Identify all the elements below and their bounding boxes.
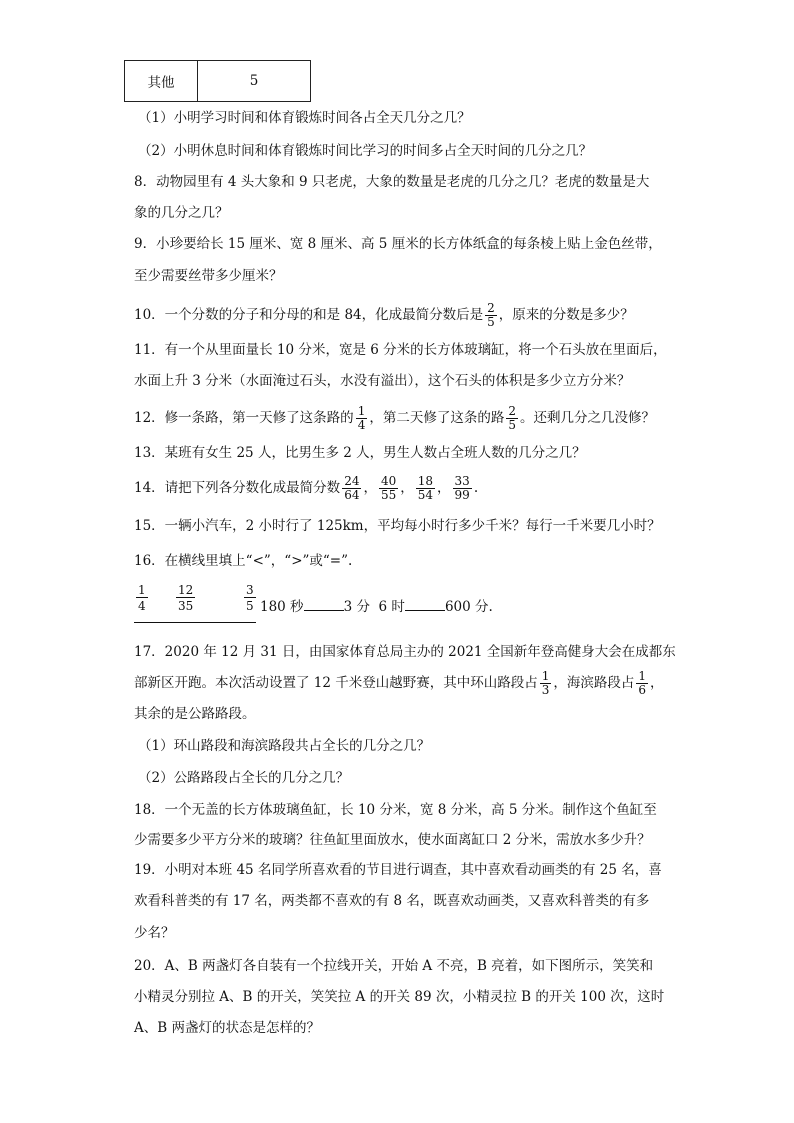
- q16-title: 16．在横线里填上“<”，“>”或“=”.: [134, 553, 353, 569]
- denominator: 3: [541, 683, 550, 697]
- q12-pre: 12．修一条路，第一天修了这条路的: [134, 410, 354, 426]
- numerator: 1: [357, 404, 366, 418]
- numerator: 18: [417, 474, 434, 488]
- time-3min: 3 分: [343, 599, 370, 615]
- denominator: 64: [344, 488, 360, 502]
- q17-sub1: （1）环山路段和海滨路段共占全长的几分之几？: [138, 738, 431, 754]
- q10-pre: 10．一个分数的分子和分母的和是 84，化成最简分数后是: [134, 307, 484, 323]
- numerator: 2: [508, 404, 516, 418]
- denominator: 54: [417, 488, 434, 502]
- separator: ，: [437, 480, 451, 496]
- q19-line1: 19．小明对本班 45 名同学所喜欢看的节目进行调查，其中喜欢看动画类的有 25 名，喜: [134, 862, 662, 878]
- fraction: [636, 670, 648, 697]
- fraction: [453, 475, 472, 502]
- numerator: 24: [344, 474, 360, 488]
- q14-end: .: [473, 480, 479, 496]
- numerator: 3: [246, 583, 254, 597]
- q17-line2-mid: ，海滨路段占: [553, 675, 635, 691]
- numerator: 40: [380, 474, 397, 488]
- answer-blank: [405, 596, 445, 611]
- numerator: 1: [541, 669, 550, 683]
- q8-line2: 象的几分之几？: [134, 205, 229, 221]
- q9-line1: 9．小珍要给长 15 厘米、宽 8 厘米、高 5 厘米的长方体纸盒的每条棱上贴上金色丝带，: [134, 236, 662, 252]
- data-table-fragment: [124, 60, 311, 102]
- q20-line1: 20．A、B 两盏灯各自装有一个拉线开关，开始 A 不亮，B 亮着，如下图所示，笑笑和: [134, 958, 654, 974]
- q17-line2-post: ，: [650, 675, 664, 691]
- q12-mid: ，第二天修了这条的路: [369, 410, 505, 426]
- q10: [134, 302, 634, 329]
- q15: 15．一辆小汽车，2 小时行了 125km，平均每小时行多少千米？每行一千米要几小时？: [134, 518, 661, 534]
- q20-line3: A、B 两盏灯的状态是怎样的？: [134, 1020, 320, 1036]
- q10-post: ，原来的分数是多少？: [498, 307, 634, 323]
- denominator: 6: [638, 683, 647, 697]
- q13: 13．某班有女生 25 人，比男生多 2 人，男生人数占全班人数的几分之几？: [134, 445, 586, 461]
- q7-sub1: （1）小明学习时间和体育锻炼时间各占全天几分之几？: [138, 110, 471, 126]
- fraction: [136, 584, 148, 613]
- q18-line1: 18．一个无盖的长方体玻璃鱼缸，长 10 分米，宽 8 分米，高 5 分米。制作这个鱼缸至: [134, 802, 657, 818]
- q18-line2: 少需要多少平方分米的玻璃？往鱼缸里面放水，使水面离缸口 2 分米，需放水多少升？: [134, 832, 651, 848]
- fraction: [485, 302, 497, 329]
- fraction: [506, 405, 518, 432]
- q14-pre: 14．请把下列各分数化成最简分数: [134, 480, 341, 496]
- q17-line3: 其余的是公路路段。: [134, 706, 256, 722]
- denominator: 99: [454, 488, 470, 502]
- numerator: 2: [487, 301, 495, 315]
- table-row: [125, 61, 311, 102]
- fraction: [416, 475, 435, 502]
- q17-line2-pre: 部新区开跑。本次活动设置了 12 千米登山越野赛，其中环山路段占: [134, 675, 538, 691]
- q8-line1: 8．动物园里有 4 头大象和 9 只老虎，大象的数量是老虎的几分之几？老虎的数量是大: [134, 174, 650, 190]
- answer-blank: [134, 622, 256, 623]
- q17-line1: 17．2020 年 12 月 31 日，由国家体育总局主办的 2021 全国新年登高健身大会在成都东: [134, 644, 676, 660]
- fraction: [342, 475, 361, 502]
- denominator: 5: [246, 599, 254, 613]
- time-6h: 6 时: [378, 599, 405, 615]
- denominator: 4: [138, 599, 146, 613]
- q12-post: 。还剩几分之几没修？: [519, 410, 655, 426]
- fraction: [540, 670, 552, 697]
- numerator: 1: [638, 669, 647, 683]
- q12: [134, 405, 655, 432]
- q19-line2: 欢看科普类的有 17 名，两类都不喜欢的有 8 名，既喜欢动画类，又喜欢科普类的有多: [134, 893, 650, 909]
- time-600min: 600 分.: [444, 599, 493, 615]
- numerator: 33: [454, 474, 470, 488]
- q16-comparison-row: [134, 584, 774, 624]
- numerator: 12: [178, 583, 194, 597]
- numerator: 1: [138, 583, 146, 597]
- denominator: 5: [508, 418, 516, 432]
- time-180s: 180 秒: [260, 599, 304, 615]
- fraction: [356, 405, 368, 432]
- q19-line3: 少名？: [134, 925, 175, 941]
- q16-time-comparisons: [260, 595, 493, 615]
- q20-line2: 小精灵分别拉 A、B 的开关，笑笑拉 A 的开关 89 次，小精灵拉 B 的开关 100 次，这时: [134, 989, 665, 1005]
- separator: ，: [400, 480, 414, 496]
- fraction: [176, 584, 195, 613]
- q11-line1: 11．有一个从里面量长 10 分米，宽是 6 分米的长方体玻璃缸，将一个石头放在里面后，: [134, 342, 667, 358]
- denominator: 55: [380, 488, 397, 502]
- fraction: [379, 475, 398, 502]
- q7-sub2: （2）小明休息时间和体育锻炼时间比学习的时间多占全天时间的几分之几？: [138, 143, 593, 159]
- denominator: 5: [487, 315, 495, 329]
- answer-blank: [304, 596, 344, 611]
- fraction: [244, 584, 256, 613]
- q11-line2: 水面上升 3 分米（水面淹过石头，水没有溢出），这个石头的体积是多少立方分米？: [134, 373, 631, 389]
- q14: [134, 475, 478, 502]
- denominator: 4: [357, 418, 366, 432]
- table-cell-label: 其他: [125, 61, 198, 102]
- q17-line2: [134, 670, 664, 697]
- separator: ，: [363, 480, 377, 496]
- table-cell-value: 5: [198, 61, 311, 102]
- q17-sub2: （2）公路路段占全长的几分之几？: [138, 770, 350, 786]
- q9-line2: 至少需要丝带多少厘米？: [134, 268, 283, 284]
- denominator: 35: [178, 599, 194, 613]
